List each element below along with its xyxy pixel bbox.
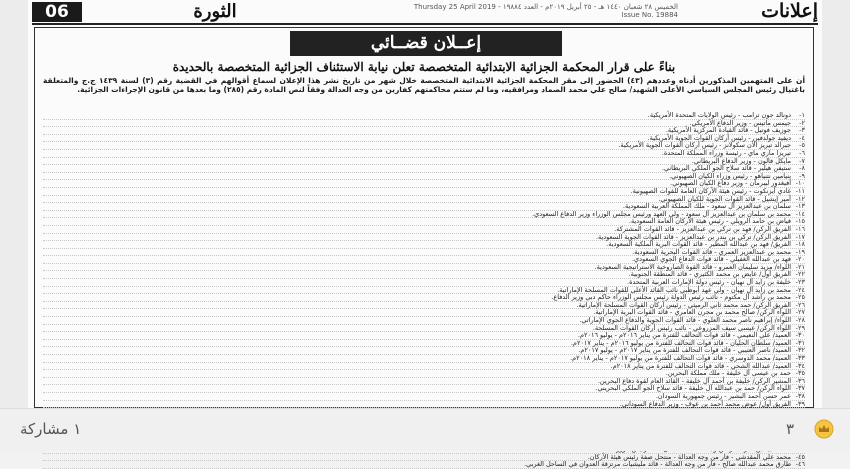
defendant-text: محمد بن زايد آل نهيان - ولي عهد أبوظبي نائب القائد الأعلى للقوات المسلحة الإماراتية. [557,285,791,294]
defendant-number: ٤٦- [795,460,805,469]
announcement-intro: أن على المتهمين المذكورين أدناه وعددهم (٤٣) الحضور إلى مقر المحكمة الجزائية الابتدائية المتخصصة خلال شهر من تاريخ نشر هذا الإعلان لسماع أقوالهم في القضية رقم (٣) لسنة ١٤٣٩ ج.ج والمتعلقة باغتيال رئيس المجلس السياسي الأعلى الشهيد/ صالح علي محمد الصماد ومرافقيه، وما لم ستتم محاكمتهم كفارين من وجه العدالة وفقاً لنص المادة رقم (٢٨٥) وما بعدها من قانون الإجراءات الجزائية. [43,76,806,94]
defendant-text: حمد بن عيسى آل خليفة - ملك مملكة البحرين. [665,369,791,378]
reaction-widget[interactable] [780,417,840,441]
defendant-number: ٣٨- [795,391,805,400]
defendant-item [43,150,805,158]
defendant-number: ٣٥- [795,369,805,378]
announcement-banner: إعــلان قضــائي [290,31,562,56]
defendant-text: أفيغدور ليبرمان - وزير دفاع الكيان الصهيوني. [670,179,791,188]
defendant-text: غادي آيزنكوت - رئيس هيئة الأركان العامة للقوات الصهيونية. [630,186,791,195]
defendant-number: ٣٣- [795,354,805,362]
defendant-text: ديفيد جولدفين - رئيس أركان القوات الجوية الأمريكية. [647,133,791,142]
defendant-text: المشير الركن/ خليفة بن أحمد آل خليفة - القائد العام لقوة دفاع البحرين. [597,376,791,385]
defendant-number: ١٢- [795,194,805,203]
defendant-number: ٩- [799,171,805,180]
defendant-text: الفريق أول/ عايض بن محمد الكثيري - قائد المنطقة الجنوبية. [628,270,791,279]
defendant-number: ٢٧- [795,308,805,317]
defendant-text: اللواء/ مزيد سليمان العمرو - قائد القوة الصاروخية الاستراتيجية السعودية. [594,262,791,271]
defendant-text: محمد بن راشد آل مكتوم - نائب رئيس الدولة رئيس مجلس الوزراء حاكم دبي وزير الدفاع. [551,293,791,302]
defendant-text: العميد/ سلطان الحليان - قائد قوات التحالف للفترة من يوليو ٢٠١٦م - يناير ٢٠١٧م. [570,338,791,347]
page-header-left [32,2,274,22]
defendant-text: الفريق/ فهد بن عبدالله المطير - قائد القوات البرية الملكية السعودية. [606,240,791,249]
defendant-number: ٢٢- [795,270,805,279]
defendant-text: اللواء الركن/ حمد بن عبدالله آل خليفة - قائد سلاح الجو الملكي البحريني. [595,384,791,393]
defendant-text: بنيامين نتنياهو - رئيس وزراء الكيان الصهيوني. [669,171,791,180]
defendant-number: ٢٩- [795,323,805,332]
section-title: إعلانات [761,0,818,22]
defendant-text: العميد/ محمد الدوسري - قائد قوات التحالف للفترة من يوليو ٢٠١٧م - يناير ٢٠١٨م. [570,354,791,362]
defendant-number: ٣٧- [795,384,805,393]
defendant-number: ٨- [799,164,805,173]
defendant-number: ٢٠- [795,255,805,264]
share-count-button[interactable]: ١ مشاركة [20,420,82,438]
defendant-number: ٢٥- [795,293,805,302]
defendant-number: ٢٦- [795,300,805,309]
defendant-number: ٤- [799,133,805,142]
defendant-text: ستيفن هيلير - قائد سلاح الجو الملكي البريطاني. [661,164,791,173]
defendant-text: مايكل فالون - وزير الدفاع البريطاني. [691,156,791,165]
defendant-number: ٣٢- [795,346,805,355]
defendant-text: دونالد جون ترامب - رئيس الولايات المتحدة الأمريكية. [647,111,791,119]
defendant-text: العميد/ علي النعيمي - قائد قوات التحالف للفترة من يناير ٢٠١٦م - يوليو ٢٠١٦م. [577,331,791,340]
dateline: الخميس ٢٨ شعبان ١٤٤٠ هـ - ٢٥ أبريل ٢٠١٩م - العدد ١٩٨٨٤ Thursday 25 April 2019 - Issue No. 19884 [413,3,678,19]
defendant-text: جوزيف فوتيل - قائد القيادة المركزية الأمريكية. [665,126,791,135]
defendant-number: ٤٥- [795,452,805,461]
defendant-number: ١٨- [795,240,805,249]
defendant-text: تيريزا ماري ماي - رئيسة وزراء المملكة المتحدة. [661,148,791,157]
defendant-number: ١٧- [795,232,805,241]
defendant-number: ٣١- [795,338,805,347]
defendant-number: ٣٦- [795,376,805,385]
defendant-text: محمد علي المقدشي - فار من وجه العدالة - منتحل صفة رئيس هيئة الأركان. [587,452,791,461]
page-number: 06 [32,2,82,22]
defendant-number: ١٣- [795,202,805,211]
defendant-number: ٣- [799,126,805,135]
defendant-number: ٥- [799,141,805,150]
newspaper-name: الثورة [193,1,237,22]
defendant-text: العميد/ عبدالله الشحي - قائد قوات التحالف للفترة من يناير ٢٠١٨م. [610,361,791,370]
defendant-text: أمير إيشيل - قائد القوات الجوية للكيان الصهيوني. [658,194,791,203]
crown-icon[interactable] [814,419,834,439]
defendant-number: ١١- [795,186,805,195]
defendant-text: سلمان بن عبدالعزيز آل سعود - ملك المملكة العربية السعودية. [622,202,791,211]
defendant-number: ٣٠- [795,331,805,340]
defendant-number: ١٥- [795,217,805,226]
reaction-count: ٣ [785,420,795,438]
defendant-number: ٣٤- [795,361,805,370]
announcement-heading: بناءً على قرار المحكمة الجزائية الابتدائية المتخصصة تعلن نيابة الاستئناف الجزائية المتخصصة بالحديدة [172,60,676,74]
defendant-text: جيرالد تيريز الأن سكولانز - رئيس أركان القوات الجوية الأمريكية. [618,141,791,150]
defendant-number: ٢٣- [795,278,805,287]
defendant-number: ٢٤- [795,285,805,294]
defendant-number: ١٤- [795,209,805,218]
defendant-number: ١٦- [795,224,805,233]
defendant-number: ٧- [799,156,805,165]
defendant-number: ١- [799,111,805,119]
defendant-text: فهد بن عبدالله الغفيلي - قائد قوات الدفاع الجوي السعودي. [631,255,791,264]
defendant-number: ٢- [799,118,805,127]
defendant-text: اللواء الركن/ صالح محمد بن مجرن العامري - قائد القوات البرية الإماراتية. [593,308,791,317]
defendant-number: ٢١- [795,262,805,271]
defendant-number: ٢٨- [795,316,805,325]
defendant-number: ٦- [799,148,805,157]
header-rule [32,23,818,25]
defendant-text: جيمس ماتيس - وزير الدفاع الأمريكي. [689,118,791,127]
share-bar [0,408,850,451]
defendant-number: ١٩- [795,247,805,256]
defendant-text: محمد بن عبدالعزيز العمري - قائد القوات البحرية السعودية. [632,247,791,256]
defendant-number: ٣٩- [795,399,805,408]
defendant-item [43,461,805,469]
defendant-text: عمر حسن أحمد البشير - رئيس جمهورية السودان. [655,391,791,400]
defendant-text: الفريق أول/ عوض محمد أحمد بن عوف - وزير الدفاع السوداني. [619,399,791,408]
defendant-text: خليفة بن زايد آل نهيان - رئيس دولة الإمارات العربية المتحدة. [627,278,791,287]
defendant-text: الفريق الركن/ حمد محمد ثاني الرميثي - رئيس أركان القوات المسلحة الإماراتية. [576,300,791,309]
defendant-text: العميد/ ناصر العتيبي - قائد قوات التحالف للفترة من يناير ٢٠١٧م - يوليو ٢٠١٧م. [578,346,791,355]
defendant-text: فياض بن حامد الرويلي - رئيس هيئة الأركان العامة السعودية. [628,217,791,226]
defendant-number: ١٠- [795,179,805,188]
defendant-text: اللواء/ إبراهيم ناصر محمد العلوي - قائد القوات الجوية والدفاع الجوي الإماراتي. [579,316,791,325]
defendant-text: طارق محمد عبدالله صالح - فار من وجه العدالة - قائد مليشيات مرتزقة العدوان في الساحل الغربي. [524,460,791,469]
defendant-text: اللواء الركن/ عيسى سيف المزروعي - نائب رئيس أركان القوات المسلحة. [592,323,791,332]
defendant-text: الفريق الركن/ فهد بن تركي بن عبدالعزيز - قائد القوات المشتركة. [614,224,791,233]
defendant-text: الفريق الركن/ تركي بن بندر بن عبدالعزيز - قائد القوات الجوية السعودية. [595,232,791,241]
defendant-text: محمد بن سلمان بن عبدالعزيز آل سعود - ولي العهد ورئيس مجلس الوزراء وزير الدفاع السعودي. [532,209,791,218]
